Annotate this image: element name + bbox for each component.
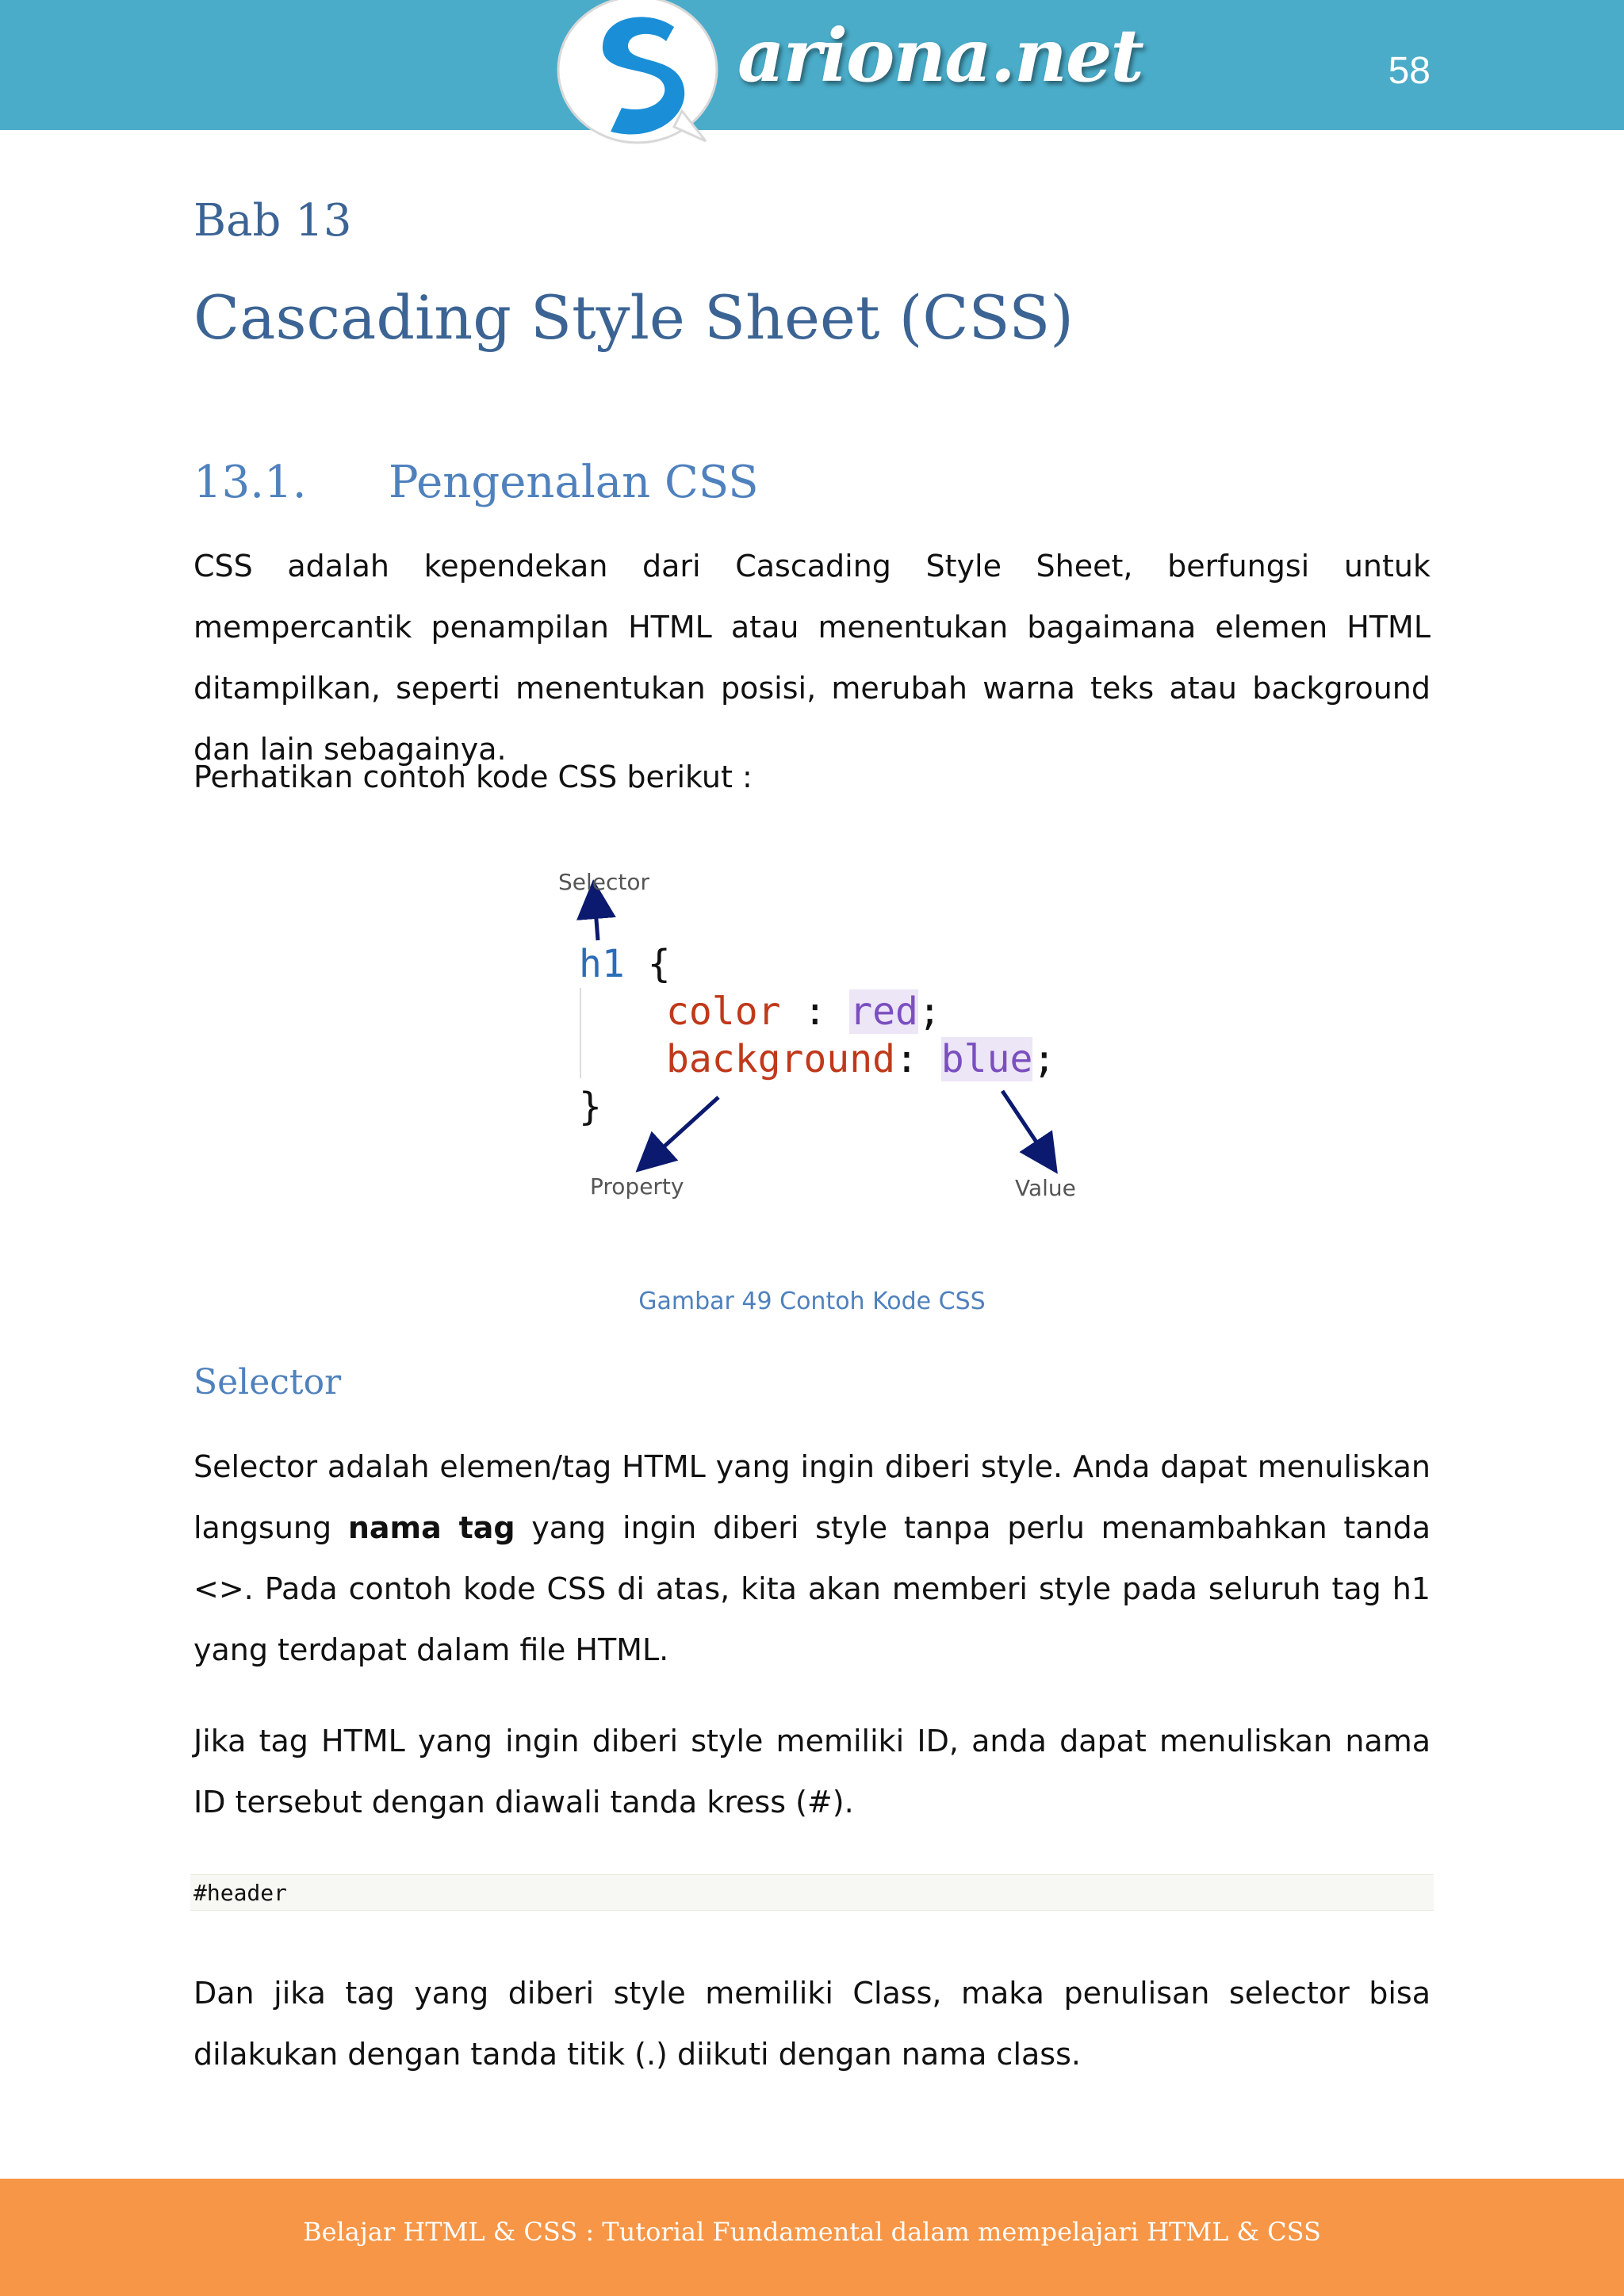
subsection-heading: Selector (193, 1362, 342, 1402)
property-arrow (650, 1097, 718, 1159)
label-value: Value (1015, 1175, 1076, 1201)
section-number: 13.1. (193, 457, 307, 508)
code-example-text: #header (193, 1880, 288, 1906)
code-close-brace: } (579, 1085, 602, 1129)
code-example (190, 1874, 1434, 1911)
code-semicolon: ; (1032, 1037, 1056, 1081)
intro-lead: Perhatikan contoh kode CSS berikut : (193, 760, 753, 794)
logo-bubble-icon (555, 0, 722, 151)
code-line-background (666, 1037, 1055, 1081)
code-line-close (579, 1085, 602, 1129)
code-property: background (666, 1037, 895, 1081)
brand-name: ariona.net (737, 13, 1143, 98)
code-selector: h1 (579, 942, 625, 986)
page-number: 58 (1388, 50, 1431, 92)
chapter-label: Bab 13 (193, 195, 352, 247)
code-separator: : (894, 1037, 941, 1081)
code-line-selector (579, 942, 671, 986)
section-title: Pengenalan CSS (389, 457, 759, 508)
label-selector: Selector (558, 869, 650, 895)
footer-text: Belajar HTML & CSS : Tutorial Fundamental dalam mempelajari HTML & CSS (303, 2217, 1321, 2247)
section-heading (193, 457, 759, 508)
class-paragraph: Dan jika tag yang diberi style memiliki Class, maka penulisan selector bisa dilakukan dengan tanda titik (.) diikuti dengan nama class. (193, 1976, 1431, 2072)
site-logo (555, 0, 1143, 151)
figure-caption: Gambar 49 Contoh Kode CSS (638, 1288, 986, 1315)
code-line-color (666, 989, 941, 1034)
selector-text-end: yang ingin diberi style tanpa perlu menambahkan tanda <>. Pada contoh kode CSS di atas, kita akan memberi style pada seluruh tag h1 yang terdapat dalam file HTML. (193, 1510, 1431, 1667)
code-value: blue (940, 1037, 1033, 1081)
value-arrow (1002, 1091, 1047, 1158)
label-property: Property (590, 1173, 684, 1200)
selector-arrow (595, 899, 598, 940)
selector-text-start: Selector adalah elemen/tag HTML yang ingin diberi style. Anda dapat menuliskan langsung (193, 1449, 1431, 1545)
code-value: red (849, 989, 918, 1034)
chapter-title: Cascading Style Sheet (CSS) (193, 282, 1074, 353)
css-code-figure (547, 864, 1086, 1213)
code-open-brace: { (647, 942, 671, 986)
id-paragraph: Jika tag HTML yang ingin diberi style memiliki ID, anda dapat menuliskan nama ID tersebut dengan diawali tanda kress (#). (193, 1724, 1431, 1820)
intro-paragraph: CSS adalah kependekan dari Cascading Style Sheet, berfungsi untuk mempercantik penampilan HTML atau menentukan bagaimana elemen HTML ditampilkan, seperti menentukan posisi, merubah warna teks atau background dan lain sebagainya. (193, 549, 1431, 767)
code-separator: : (780, 989, 850, 1034)
code-semicolon: ; (917, 989, 941, 1034)
code-property: color (666, 989, 781, 1034)
bold-term: nama tag (347, 1510, 515, 1545)
selector-paragraph (193, 1437, 1431, 1681)
